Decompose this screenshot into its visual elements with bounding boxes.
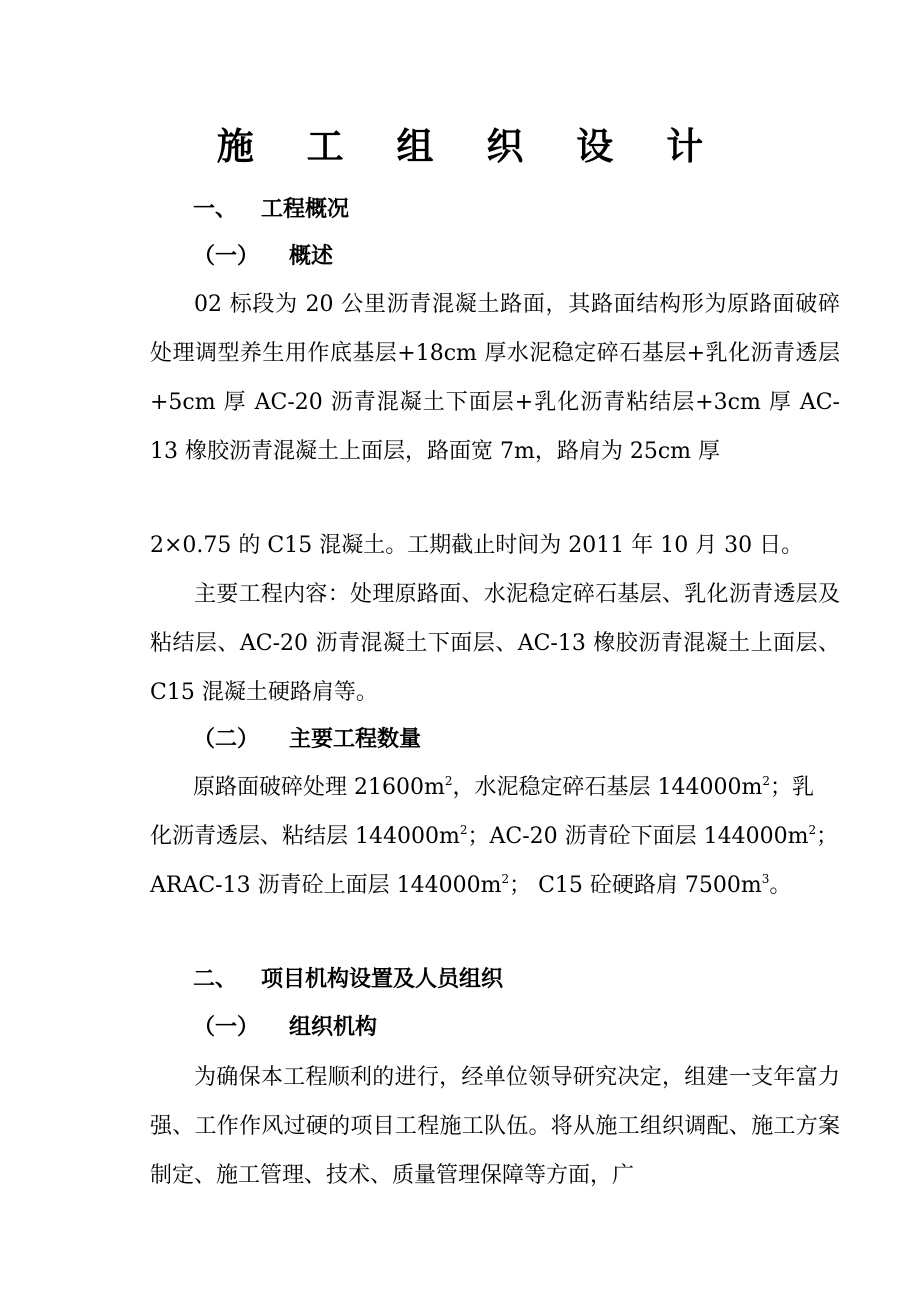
subsection-number: （一） (193, 244, 260, 269)
subsection-number: （一） (193, 1015, 260, 1040)
subsection-heading-2-1 (193, 1013, 377, 1043)
section-heading-1 (193, 195, 349, 225)
unit-exponent: 2 (444, 774, 453, 788)
main-works-paragraph: 主要工程内容：处理原路面、水泥稳定碎石基层、乳化沥青透层及粘结层、AC-20 沥青混凝土下面层、AC-13 橡胶沥青混凝土上面层、C15 混凝土硬路肩等。 (150, 582, 840, 705)
qty-shoulder: ； C15 砼硬路肩 7500m (509, 873, 762, 898)
section-title: 工程概况 (261, 197, 350, 222)
quantity-line-3: ARAC-13 沥青砼上面层 $144000m^2$； C15 砼硬路肩 $7500m^3$。 (150, 872, 792, 898)
unit-exponent: 2 (459, 823, 468, 837)
document-title: 施 工 组 织 设 计 (216, 125, 724, 168)
section-heading-2 (193, 965, 503, 995)
unit-exponent: 2 (808, 823, 817, 837)
subsection-heading-1-2 (193, 725, 421, 755)
quantity-line-2: 化沥青透层、粘结层 $144000m^2$；AC-20 沥青砼下面层 $144000m^2$； (150, 823, 839, 849)
organization-paragraph: 为确保本工程顺利的进行，经单位领导研究决定，组建一支年富力强、工作作风过硬的项目工程施工队伍。将从施工组织调配、施工方案制定、施工管理、技术、质量管理保障等方面，广 (150, 1065, 840, 1188)
qty-milling: 原路面破碎处理 21600m (193, 775, 445, 800)
subsection-title: 主要工程数量 (289, 727, 422, 752)
unit-exponent: 2 (501, 872, 510, 886)
overview-paragraph: 02 标段为 20 公里沥青混凝土路面，其路面结构形为原路面破碎处理调型养生用作底基层+18cm 厚水泥稳定碎石基层+乳化沥青透层+5cm 厚 AC-20 沥青混凝土下面层+乳化沥青粘结层+3cm 厚 AC-13 橡胶沥青混凝土上面层，路面宽 7m，路肩为 25cm 厚 (150, 292, 840, 464)
subsection-title: 概述 (289, 244, 334, 269)
unit-exponent: 2 (762, 774, 770, 788)
unit-exponent: 3 (761, 872, 770, 886)
section-number: 二、 (193, 967, 238, 992)
subsection-title: 组织机构 (289, 1015, 378, 1040)
subsection-heading-1-1 (193, 242, 333, 272)
quantity-line-1: 原路面破碎处理 $21600m^2$，水泥稳定碎石基层 $144000m^2$；乳 (193, 774, 814, 800)
section-title: 项目机构设置及人员组织 (261, 967, 504, 992)
section-number: 一、 (193, 197, 238, 222)
qty-cement-base: ，水泥稳定碎石基层 144000m (452, 775, 763, 800)
period: 。 (769, 873, 792, 898)
qty-ac20: ；AC-20 沥青砼下面层 144000m (467, 824, 809, 849)
overview-paragraph-continuation: 2×0.75 的 C15 混凝土。工期截止时间为 2011 年 10 月 30 日。 (150, 533, 804, 558)
subsection-number: （二） (193, 727, 260, 752)
